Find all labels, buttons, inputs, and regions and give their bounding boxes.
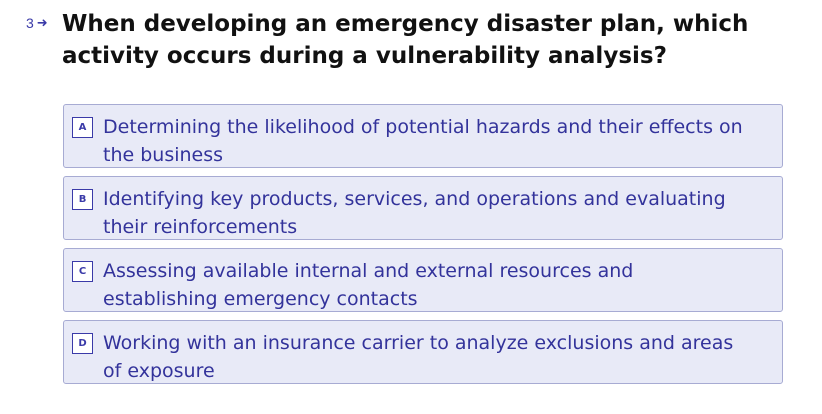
right-arrow-icon: ➜ <box>36 15 48 30</box>
option-a[interactable] <box>63 104 783 168</box>
option-letter-badge: B <box>72 189 93 210</box>
option-text: Working with an insurance carrier to analyze exclusions and areas of exposure <box>103 332 734 382</box>
option-letter-badge: C <box>72 261 93 282</box>
answer-options <box>63 104 783 392</box>
option-b[interactable] <box>63 176 783 240</box>
question-number: 3 <box>26 15 34 31</box>
option-c[interactable] <box>63 248 783 312</box>
option-letter-badge: A <box>72 117 93 138</box>
option-d[interactable] <box>63 320 783 384</box>
question-text: When developing an emergency disaster plan, which activity occurs during a vulnerability analysis? <box>62 11 749 69</box>
question <box>26 8 806 72</box>
option-text: Assessing available internal and external resources and establishing emergency contacts <box>103 260 634 310</box>
option-text: Determining the likelihood of potential hazards and their effects on the business <box>103 116 743 166</box>
option-letter-badge: D <box>72 333 93 354</box>
option-text: Identifying key products, services, and operations and evaluating their reinforcements <box>103 188 726 238</box>
question-number-marker <box>26 15 62 31</box>
